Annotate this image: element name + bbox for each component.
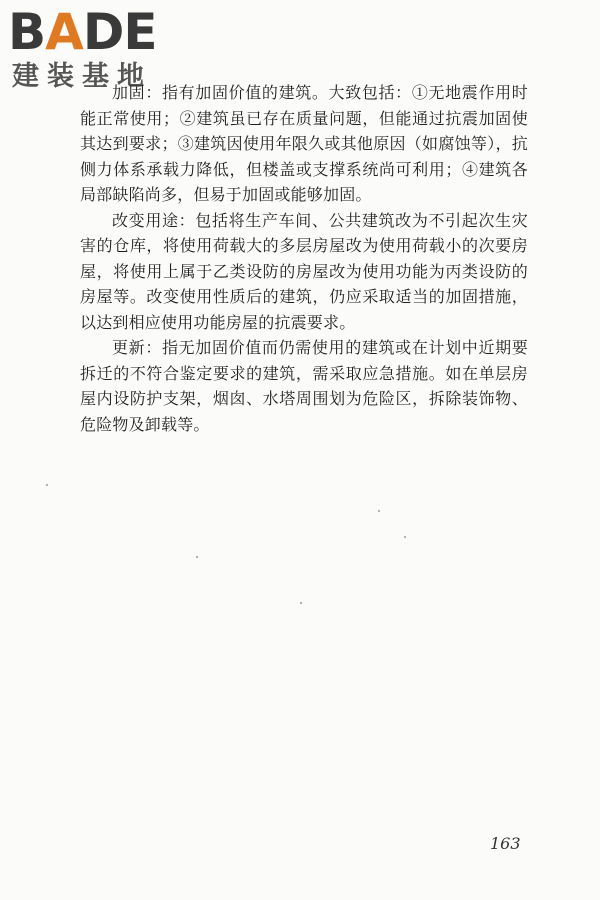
scan-speck [378, 510, 380, 512]
scan-speck [196, 556, 198, 558]
logo-letters-de: DE [82, 3, 157, 61]
logo-letter-a: A [45, 3, 83, 61]
logo-wordmark [8, 4, 157, 60]
paragraph-renewal: 更新：指无加固价值而仍需使用的建筑或在计划中近期要拆迁的不符合鉴定要求的建筑，需采取应急措施。如在单层房屋内设防护支架，烟囱、水塔周围划为危险区，拆除装饰物、危险物及卸载等。 [80, 338, 528, 434]
scan-speck [46, 484, 48, 486]
scan-speck [300, 602, 302, 604]
scan-speck [404, 536, 406, 538]
logo-letter-b: B [8, 3, 46, 61]
body-text [80, 80, 528, 437]
paragraph-reinforcement: 加固：指有加固价值的建筑。大致包括：①无地震作用时能正常使用；②建筑虽已存在质量问题，但能通过抗震加固使其达到要求；③建筑因使用年限久或其他原因（如腐蚀等），抗侧力体系承载力降低，但楼盖或支撑系统尚可利用；④建筑各局部缺陷尚多，但易于加固或能够加固。 [80, 83, 528, 204]
logo-subtitle: 建装基地 [12, 61, 152, 92]
paragraph-change-of-use: 改变用途：包括将生产车间、公共建筑改为不引起次生灾害的仓库，将使用荷载大的多层房屋改为使用荷载小的次要房屋，将使用上属于乙类设防的房屋改为使用功能为丙类设防的房屋等。改变使用性质后的建筑，仍应采取适当的加固措施，以达到相应使用功能房屋的抗震要求。 [80, 210, 528, 332]
page-number: 163 [490, 834, 521, 853]
